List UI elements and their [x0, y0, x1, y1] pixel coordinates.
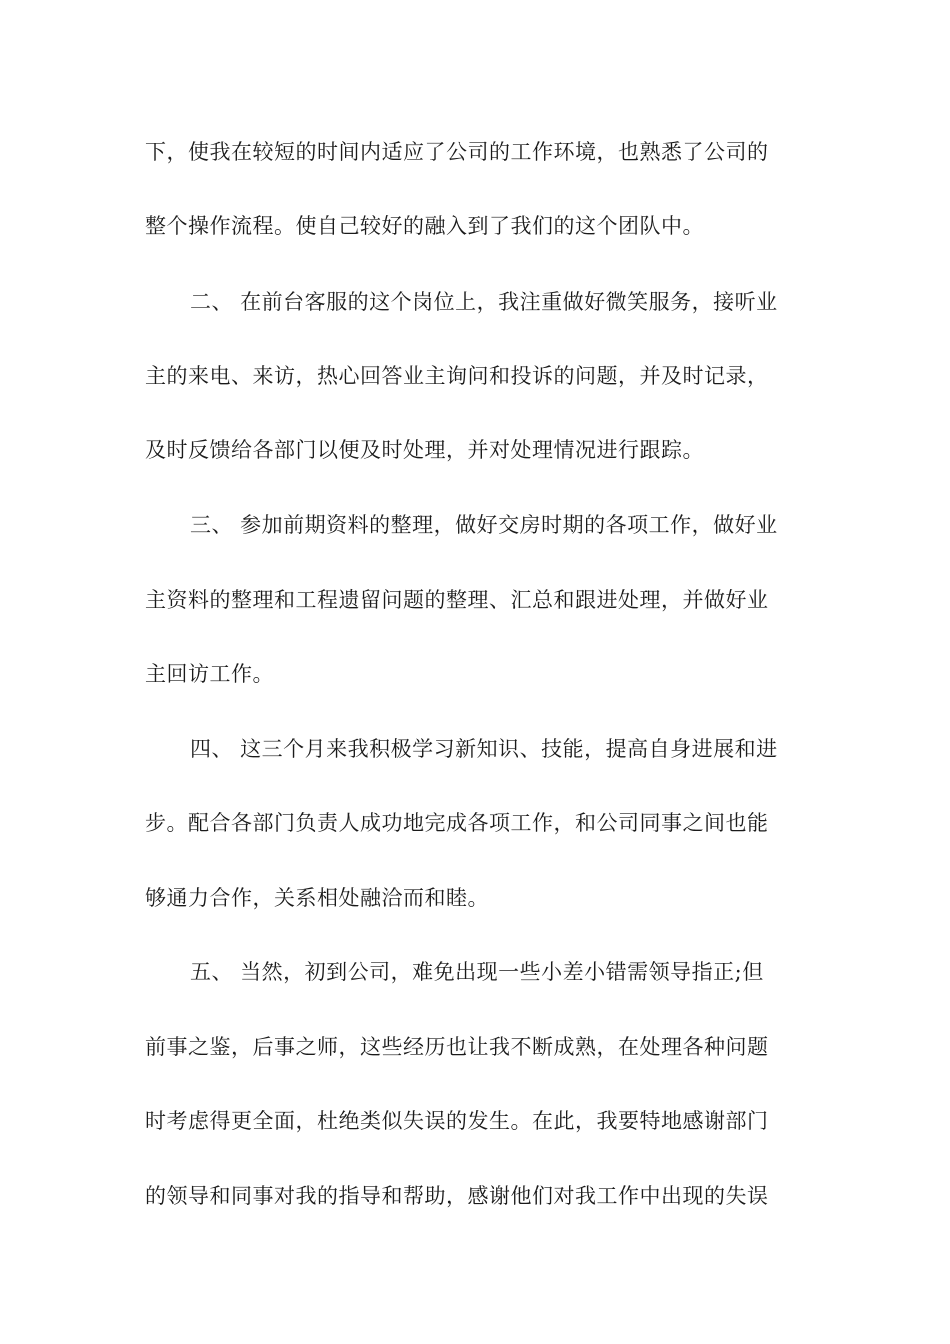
- text-line: 整个操作流程。使自己较好的融入到了我们的这个团队中。: [145, 214, 704, 238]
- text-line: 前事之鉴，后事之师，这些经历也让我不断成熟，在处理各种问题: [145, 1035, 769, 1059]
- text-line: 主回访工作。: [145, 662, 274, 686]
- paragraph-four-start: 四、 这三个月来我积极学习新知识、技能，提高自身进展和进: [190, 737, 778, 761]
- text-line: 及时反馈给各部门以便及时处理，并对处理情况进行跟踪。: [145, 438, 704, 462]
- paragraph-five-start: 五、 当然，初到公司，难免出现一些小差小错需领导指正;但: [190, 960, 764, 984]
- text-line: 时考虑得更全面，杜绝类似失误的发生。在此，我要特地感谢部门: [145, 1109, 769, 1133]
- paragraph-three-start: 三、 参加前期资料的整理，做好交房时期的各项工作，做好业: [190, 513, 778, 537]
- text-line: 主的来电、来访，热心回答业主询问和投诉的问题，并及时记录，: [145, 364, 769, 388]
- paragraph-two-start: 二、 在前台客服的这个岗位上，我注重做好微笑服务，接听业: [190, 290, 778, 314]
- text-line: 的领导和同事对我的指导和帮助，感谢他们对我工作中出现的失误: [145, 1184, 769, 1208]
- text-line: 步。配合各部门负责人成功地完成各项工作，和公司同事之间也能: [145, 811, 769, 835]
- text-line: 下，使我在较短的时间内适应了公司的工作环境，也熟悉了公司的: [145, 140, 769, 164]
- text-line: 够通力合作，关系相处融洽而和睦。: [145, 886, 489, 910]
- text-line: 主资料的整理和工程遗留问题的整理、汇总和跟进处理，并做好业: [145, 588, 769, 612]
